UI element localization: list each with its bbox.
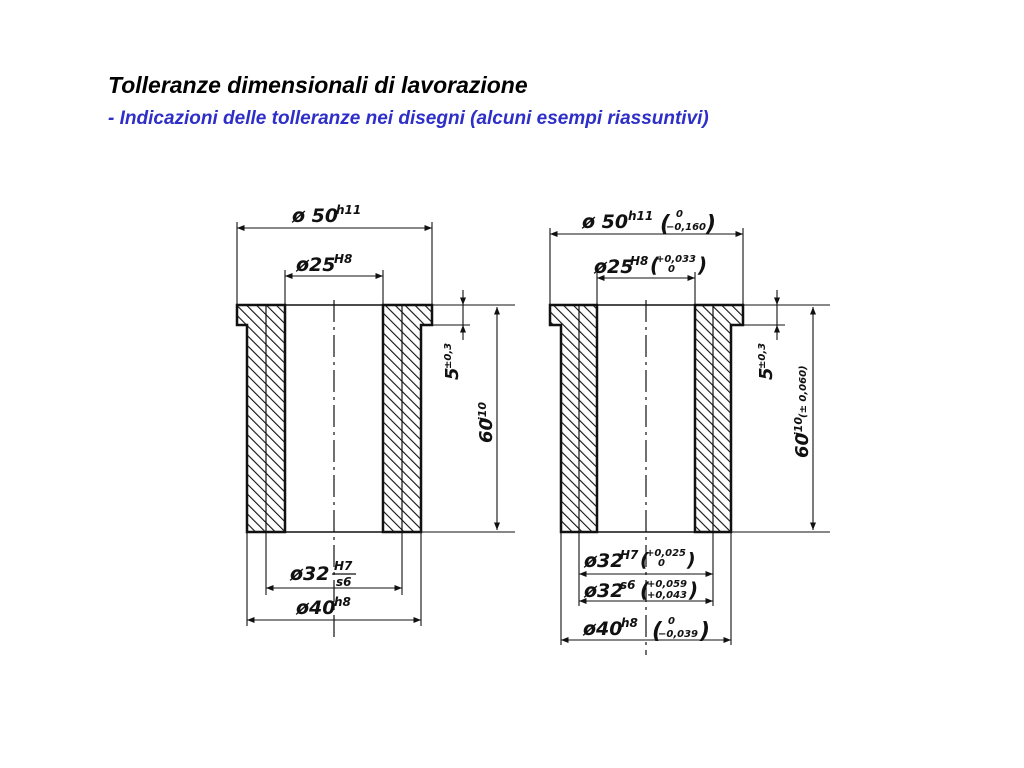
right-bore-dev-upper: +0,033: [656, 254, 697, 265]
right-outer-body-tol: h8: [621, 616, 638, 630]
left-length-dim: 60: [476, 417, 497, 443]
svg-text:(: (: [640, 549, 649, 571]
right-hole-dim: ø32: [584, 550, 624, 572]
svg-text:(: (: [660, 212, 671, 237]
left-flange-thickness-tol: ±0,3: [443, 342, 454, 369]
left-length-tol: j10: [476, 401, 489, 421]
right-outer-body-dev-upper: 0: [668, 616, 675, 627]
right-length-tol: j10: [792, 416, 805, 436]
left-fit-hole-tol: H7: [334, 559, 353, 573]
svg-text:): ): [700, 619, 711, 644]
right-outer-flange-tol: h11: [628, 209, 654, 223]
left-bore-dim: ø25: [296, 254, 336, 276]
svg-text:(: (: [640, 578, 650, 602]
right-shaft-dim: ø32: [584, 580, 624, 602]
right-bore-tol: H8: [630, 254, 649, 268]
right-flange-thickness-tol: ±0,3: [757, 342, 768, 369]
left-fit-dim: ø32: [290, 563, 330, 585]
svg-text:(: (: [650, 253, 660, 277]
right-bushing-drawing: [550, 209, 830, 655]
right-flange-thickness-dim: 5: [756, 367, 777, 380]
left-bore-tol: H8: [334, 252, 353, 266]
right-bore-dev-lower: 0: [668, 264, 675, 275]
right-hole-dev-upper: +0,025: [646, 548, 687, 559]
right-shaft-dev-lower: +0,043: [647, 590, 688, 601]
svg-text:(: (: [652, 619, 663, 644]
right-shaft-dev-upper: +0,059: [647, 579, 688, 590]
right-hole-dev-lower: 0: [658, 558, 665, 569]
svg-text:): ): [698, 253, 708, 277]
right-length-dev: (± 0,060): [798, 365, 809, 418]
page-subtitle: - Indicazioni delle tolleranze nei disegni (alcuni esempi riassuntivi): [108, 108, 709, 129]
right-outer-flange-dev-upper: 0: [676, 209, 683, 220]
left-flange-thickness-dim: 5: [442, 367, 463, 380]
right-shaft-tol: s6: [620, 578, 636, 592]
right-outer-flange-dim: ø 50: [582, 211, 629, 233]
left-bushing-drawing: [237, 203, 515, 640]
right-hole-tol: H7: [620, 548, 639, 562]
svg-text:): ): [687, 549, 696, 571]
right-length-dim: 60: [792, 432, 813, 458]
left-outer-flange-tol: h11: [336, 203, 362, 217]
right-outer-flange-dev-lower: −0,160: [666, 222, 707, 233]
page-title: Tolleranze dimensionali di lavorazione: [108, 72, 528, 98]
left-outer-flange-dim: ø 50: [292, 205, 339, 227]
right-outer-body-dim: ø40: [583, 618, 623, 640]
svg-text:): ): [689, 578, 699, 602]
right-bore-dim: ø25: [594, 256, 634, 278]
right-outer-body-dev-lower: −0,039: [658, 629, 699, 640]
left-outer-body-tol: h8: [334, 595, 351, 609]
left-outer-body-dim: ø40: [296, 597, 336, 619]
left-fit-shaft-tol: s6: [336, 575, 352, 589]
svg-text:): ): [706, 212, 717, 237]
